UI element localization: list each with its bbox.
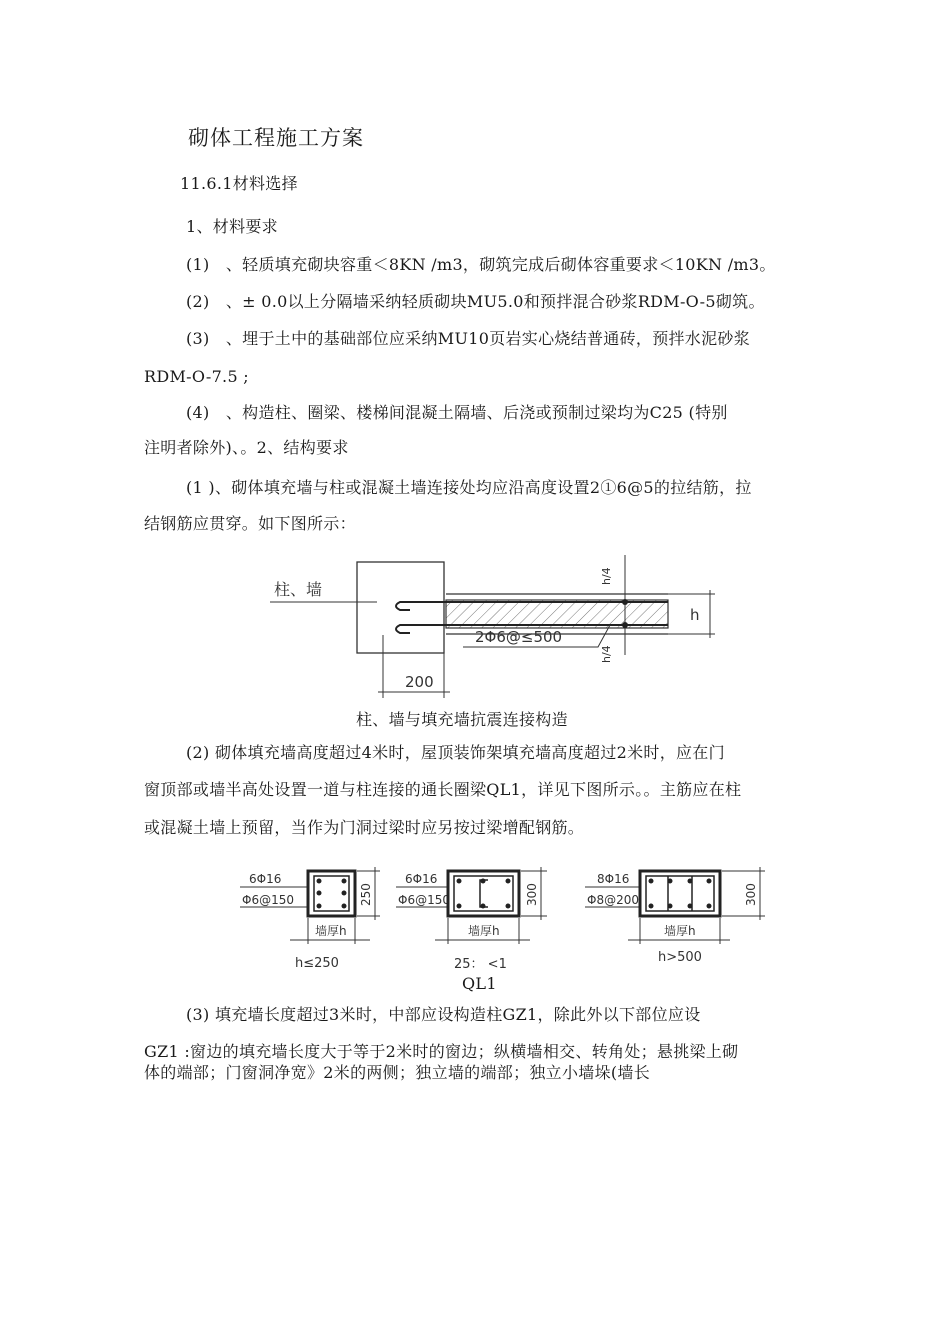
dim-200-label: 200 [405,673,434,691]
paragraph-8-line-2: 体的端部；门窗洞净宽》2米的两侧；独立墙的端部；独立小墙垛(墙长 [144,1063,651,1082]
beam-2-stirrup: Φ6@150 [398,893,450,907]
section-heading: 11.6.1材料选择 [180,174,298,193]
figure-1-caption: 柱、墙与填充墙抗震连接构造 [356,710,568,729]
beam-section-1 [240,867,380,971]
beam-section-2 [396,867,547,972]
h4-bottom-label: h/4 [600,645,613,663]
paragraph-2: (2) 、± 0.0以上分隔墙采纳轻质砌块MU5.0和预拌混合砂浆RDM-O-5砌筑。 [186,292,765,311]
beam-3-width: 墙厚h [664,924,696,938]
beam-2-depth: 300 [525,883,539,906]
paragraph-5-line-1: (1 )、砌体填充墙与柱或混凝土墙连接处均应沿高度设置2①6@5的拉结筋，拉 [186,478,752,497]
h4-top-label: h/4 [600,567,613,585]
paragraph-7: (3) 填充墙长度超过3米时，中部应设构造柱GZ1，除此外以下部位应设 [186,1005,701,1024]
paragraph-8-line-1: GZ1 :窗边的填充墙长度大于等于2米时的窗边；纵横墙相交、转角处；悬挑梁上砌 [144,1042,739,1061]
beam-2-main-rebar: 6Φ16 [405,872,438,886]
page-title: 砌体工程施工方案 [188,126,364,150]
column-wall-label: 柱、墙 [274,580,323,599]
subheading-materials: 1、材料要求 [186,217,278,236]
connection-detail-figure [260,555,730,700]
paragraph-6-line-1: (2) 砌体填充墙高度超过4米时，屋顶装饰架填充墙高度超过2米时，应在门 [186,743,725,762]
beam-1-width: 墙厚h [315,924,347,938]
beam-3-depth: 300 [744,883,758,906]
paragraph-4-line-2: 注明者除外)、。2、结构要求 [144,438,349,457]
paragraph-3-line-2: RDM-O-7.5 ; [144,367,249,386]
beam-2-condition: 25： <1 [454,957,507,972]
beam-2-width: 墙厚h [468,924,500,938]
beam-3-condition: h>500 [658,950,702,965]
figure-2-caption: QL1 [462,974,497,993]
paragraph-6-line-2: 窗顶部或墙半高处设置一道与柱连接的通长圈梁QL1，详见下图所示。。主筋应在柱 [144,780,742,799]
column-outline [357,562,444,653]
beam-section-3 [585,867,765,965]
paragraph-1: (1) 、轻质填充砌块容重＜8KN /m3，砌筑完成后砌体容重要求＜10KN /m3。 [186,255,776,274]
h-label: h [690,606,700,624]
beam-1-condition: h≤250 [295,956,339,971]
rebar-label: 2Φ6@≤500 [475,628,563,646]
paragraph-3-line-1: (3) 、埋于土中的基础部位应采纳MU10页岩实心烧结普通砖，预拌水泥砂浆 [186,329,750,348]
paragraph-5-line-2: 结钢筋应贯穿。如下图所示： [144,514,356,533]
beam-1-depth: 250 [359,883,373,906]
beam-1-main-rebar: 6Φ16 [249,872,282,886]
ring-beam-sections-figure [230,862,775,972]
beam-3-main-rebar: 8Φ16 [597,872,630,886]
paragraph-4-line-1: (4) 、构造柱、圈梁、楼梯间混凝土隔墙、后浇或预制过梁均为C25 (特别 [186,403,728,422]
paragraph-6-line-3: 或混凝土墙上预留，当作为门洞过梁时应另按过梁增配钢筋。 [144,818,585,837]
infill-wall [446,600,668,628]
beam-3-stirrup: Φ8@200 [587,893,639,907]
beam-1-stirrup: Φ6@150 [242,893,294,907]
